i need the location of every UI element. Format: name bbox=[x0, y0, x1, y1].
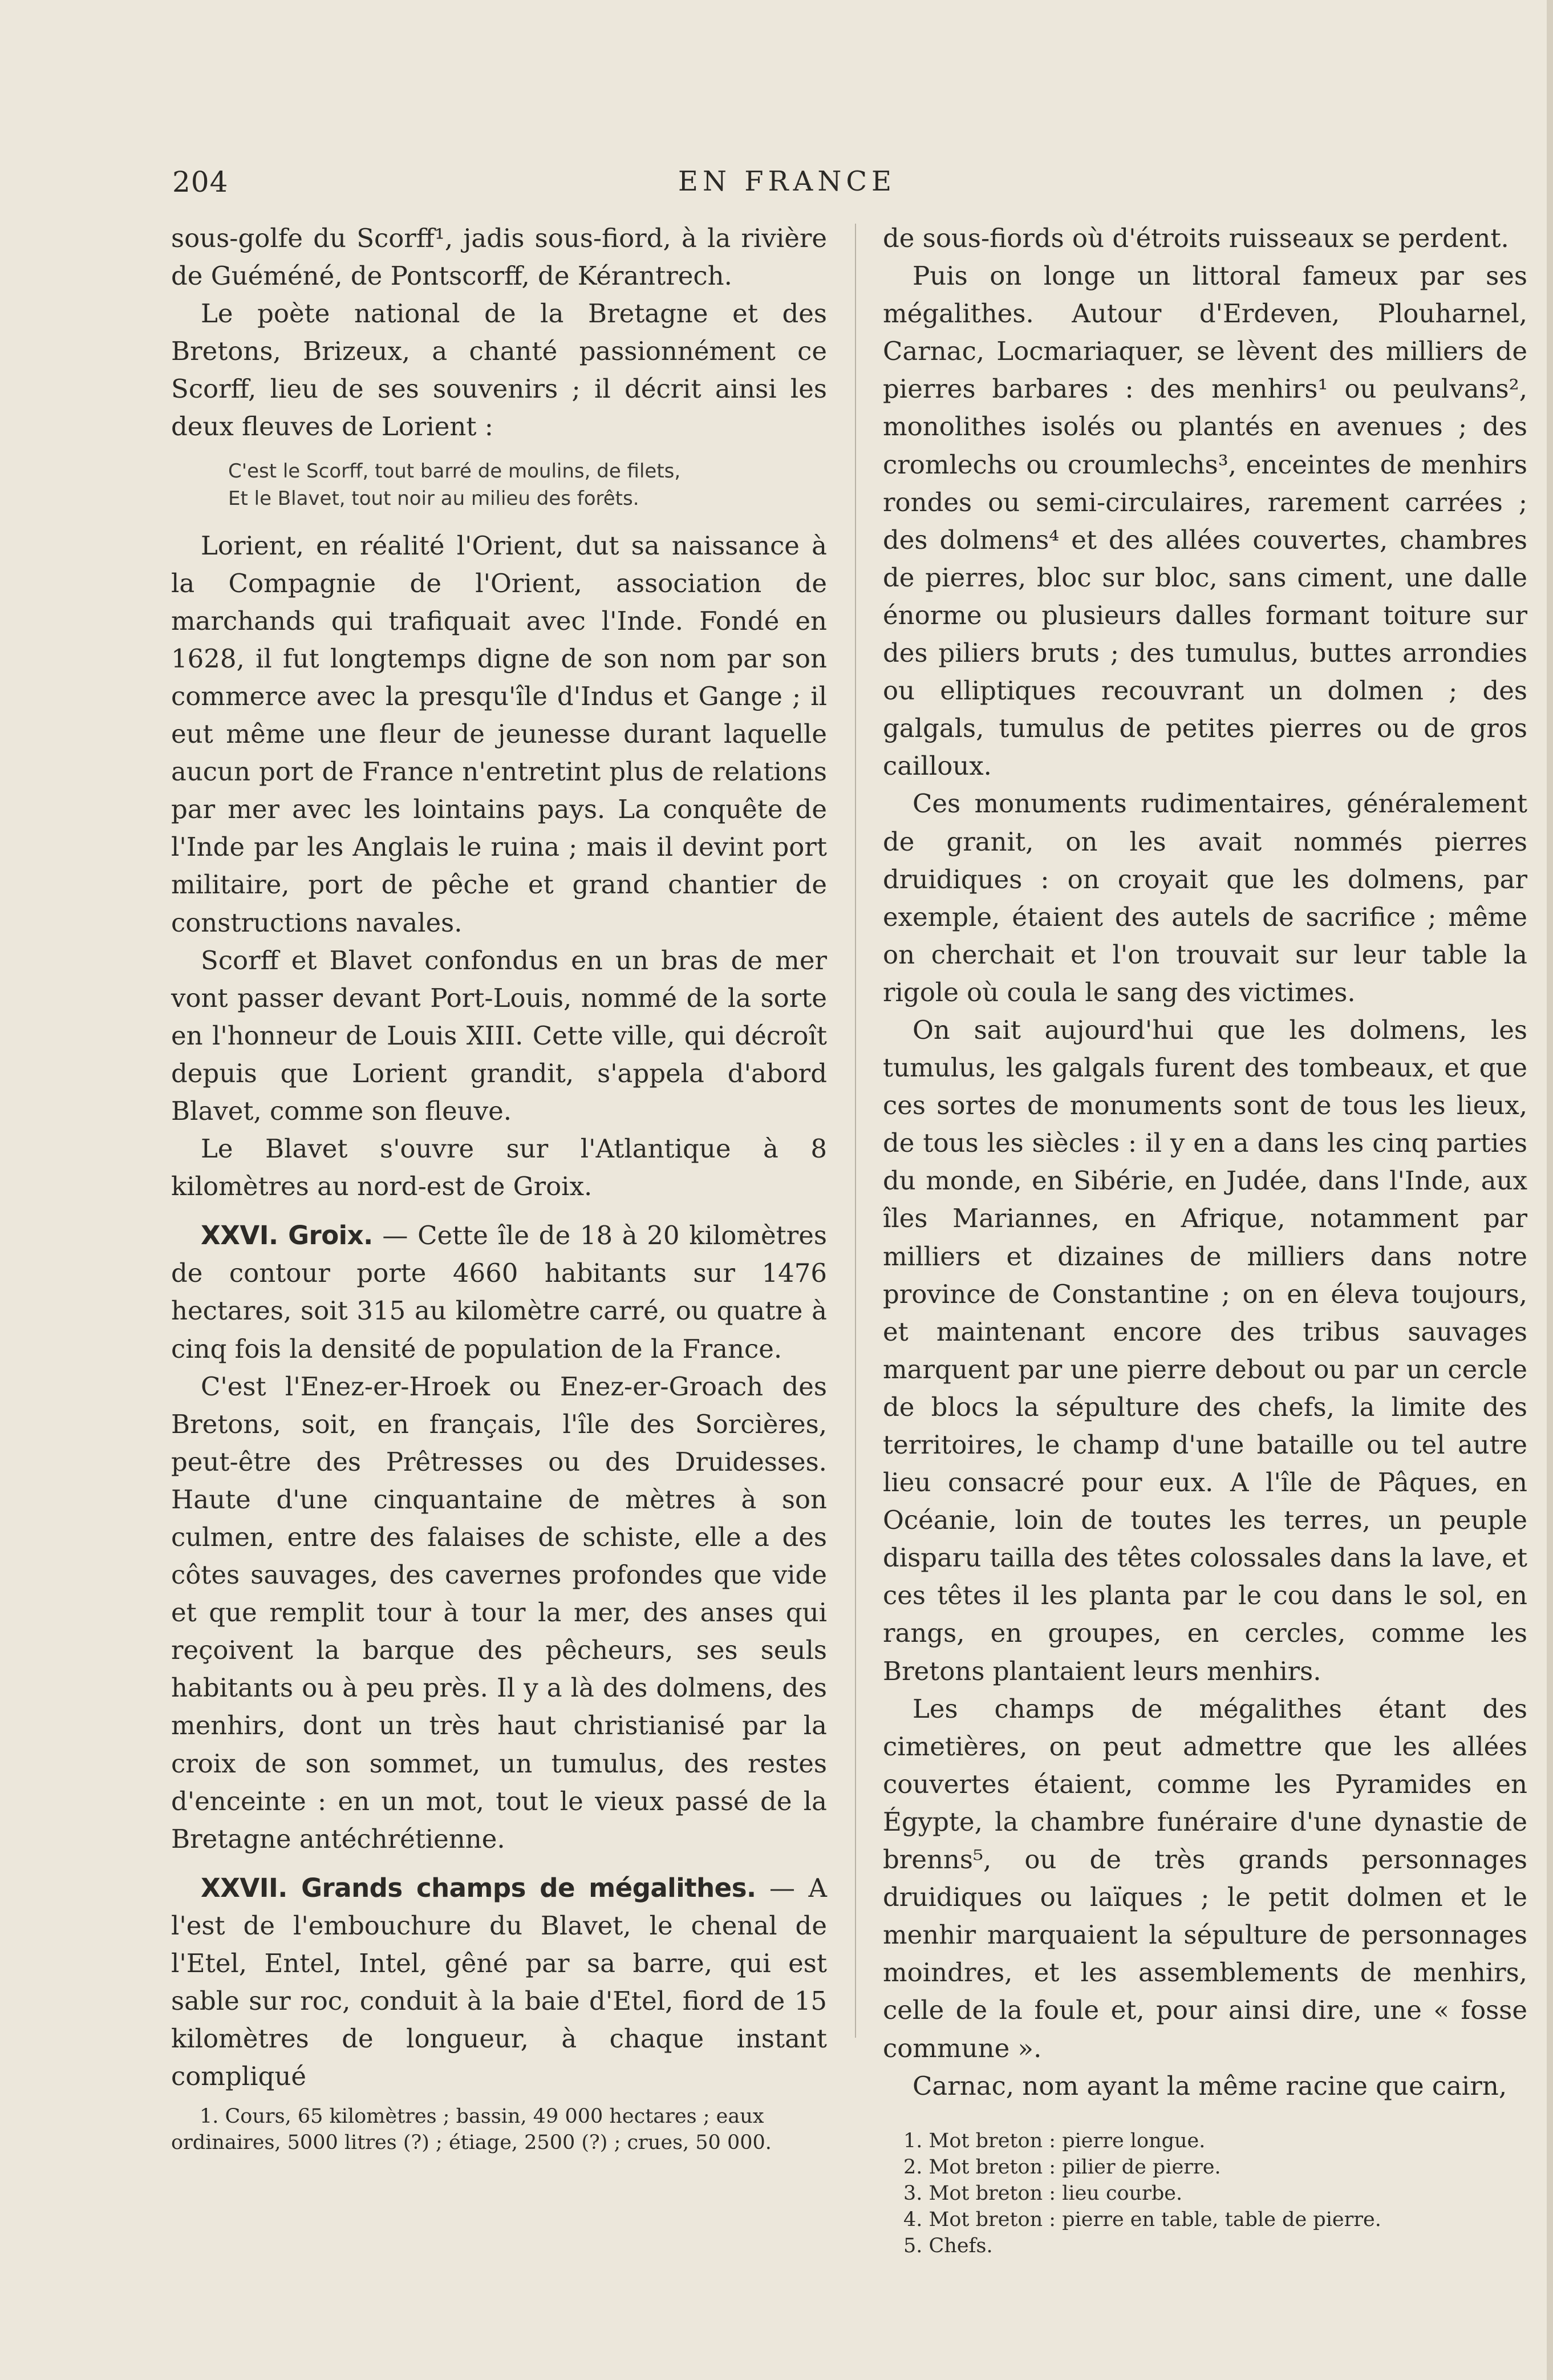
footnote: 1. Mot breton : pierre longue. bbox=[903, 2129, 1206, 2152]
footnote: 4. Mot breton : pierre en table, table de pierre. bbox=[903, 2208, 1381, 2231]
paragraph: Puis on longe un littoral fameux par ses mégalithes. Autour d'Erdeven, Plouharnel, Carnac, Locmariaquer, se lèvent des milliers de pierres barbares : des menhirs¹ ou peulvans², monolithes isolés ou plantés en avenues ; des cromlechs ou croumlechs³, enceintes de menhirs rondes ou semi-circulaires, rarement carrées ; des dolmens⁴ et des allées couvertes, chambres de pierres, bloc sur bloc, sans ciment, une dalle énorme ou plusieurs dalles formant toiture sur des piliers bruts ; des tumulus, buttes arrondies ou elliptiques recouvrant un dolmen ; des galgals, tumulus de petites pierres ou de gros cailloux. bbox=[883, 261, 1527, 782]
page-edge bbox=[1547, 0, 1553, 2380]
paragraph: Le Blavet s'ouvre sur l'Atlantique à 8 kilomètres au nord-est de Groix. bbox=[171, 1134, 827, 1202]
paragraph: Scorff et Blavet confondus en un bras de mer vont passer devant Port-Louis, nommé de la sorte en l'honneur de Louis XIII. Cette ville, qui décroît depuis que Lorient grandit, s'appela d'abord Blavet, comme son fleuve. bbox=[171, 945, 827, 1126]
verse-line: C'est le Scorff, tout barré de moulins, de filets, bbox=[228, 459, 681, 483]
footnote: 5. Chefs. bbox=[903, 2234, 993, 2257]
section-text: — Cette île de 18 à 20 kilomètres de contour porte 4660 habitants sur 1476 hectares, soit 315 au kilomètre carré, ou quatre à cinq fois la densité de population de la France. bbox=[171, 1220, 828, 1364]
paragraph: C'est l'Enez-er-Hroek ou Enez-er-Groach des Bretons, soit, en français, l'île des Sorcières, peut-être des Prêtresses ou des Druidesses. Haute d'une cinquantaine de mètres à son culmen, entre des falaises de schiste, elle a des côtes sauvages, des cavernes profondes que vide et que remplit tour à tour la mer, des anses qui reçoivent la barque des pêcheurs, ses seuls habitants ou à peu près. Il y a là des dolmens, des menhirs, dont un très haut christianisé par la croix de son sommet, un tumulus, des restes d'enceinte : en un mot, tout le vieux passé de la Bretagne antéchrétienne. bbox=[171, 1371, 827, 1854]
footnote: 3. Mot breton : lieu courbe. bbox=[903, 2181, 1183, 2205]
paragraph: Lorient, en réalité l'Orient, dut sa naissance à la Compagnie de l'Orient, association de marchands qui trafiquait avec l'Inde. Fondé en 1628, il fut longtemps digne de son nom par son commerce avec la presqu'île d'Indus et Gange ; il eut même une fleur de jeunesse durant laquelle aucun port de France n'entretint plus de relations par mer avec les lointains pays. La conquête de l'Inde par les Anglais le ruina ; mais il devint port militaire, port de pêche et grand chantier de constructions navales. bbox=[171, 530, 827, 938]
paragraph: de sous-fiords où d'étroits ruisseaux se perdent. bbox=[883, 223, 1509, 253]
paragraph: On sait aujourd'hui que les dolmens, les tumulus, les galgals furent des tombeaux, et que ces sortes de monuments sont de tous les lieux, de tous les siècles : il y en a dans les cinq parties du monde, en Sibérie, en Judée, dans l'Inde, aux îles Mariannes, en Afrique, notamment par milliers et dizaines de milliers dans notre province de Constantine ; on en éleva toujours, et maintenant encore des tribus sauvages marquent par une pierre debout ou par un cercle de blocs la sépulture des chefs, la limite des territoires, le champ d'une bataille ou tel autre lieu consacré pour eux. A l'île de Pâques, en Océanie, loin de toutes les terres, un peuple disparu tailla des têtes colossales dans la lave, et ces têtes il les planta par le cou dans le sol, en rangs, en groupes, en cercles, comme les Bretons plantaient leurs menhirs. bbox=[883, 1014, 1527, 1686]
footnote: 1. Cours, 65 kilomètres ; bassin, 49 000 hectares ; eaux ordinaires, 5000 litres (?) ; étiage, 2500 (?) ; crues, 50 000. bbox=[171, 2105, 772, 2155]
section-text: — A l'est de l'embouchure du Blavet, le chenal de l'Etel, Entel, Intel, gêné par sa barre, qui est sable sur roc, conduit à la baie d'Etel, fiord de 15 kilomètres de longueur, à chaque instant compliqué bbox=[171, 1872, 827, 2092]
verse-line: Et le Blavet, tout noir au milieu des forêts. bbox=[228, 487, 639, 510]
page-number: 204 bbox=[172, 165, 229, 199]
right-column bbox=[883, 220, 1527, 2259]
section-heading: XXVI. Groix. bbox=[201, 1220, 373, 1251]
section-26 bbox=[171, 1217, 827, 1367]
running-title: EN FRANCE bbox=[678, 165, 897, 197]
section-heading: XXVII. Grands champs de mégalithes. bbox=[201, 1872, 756, 1903]
section-27 bbox=[171, 1869, 827, 2096]
column-divider bbox=[855, 224, 856, 2038]
paragraph: Carnac, nom ayant la même racine que cairn, bbox=[913, 2070, 1507, 2101]
footnote: 2. Mot breton : pilier de pierre. bbox=[903, 2155, 1221, 2179]
left-column bbox=[171, 220, 827, 2156]
paragraph: sous-golfe du Scorff¹, jadis sous-fiord, à la rivière de Guéméné, de Pontscorff, de Kérantrech. bbox=[171, 223, 827, 292]
footnotes bbox=[883, 2128, 1527, 2259]
paragraph: Ces monuments rudimentaires, généralement de granit, on les avait nommés pierres druidiques : on croyait que les dolmens, par exemple, étaient des autels de sacrifice ; même on cherchait et l'on trouvait sur leur table la rigole où coula le sang des victimes. bbox=[883, 788, 1527, 1007]
verse-quote bbox=[228, 458, 827, 512]
paragraph: Le poète national de la Bretagne et des Bretons, Brizeux, a chanté passionnément ce Scorff, lieu de ses souvenirs ; il décrit ainsi les deux fleuves de Lorient : bbox=[171, 298, 827, 442]
running-header bbox=[165, 165, 1409, 205]
paragraph: Les champs de mégalithes étant des cimetières, on peut admettre que les allées couvertes étaient, comme les Pyramides en Égypte, la chambre funéraire d'une dynastie de brenns⁵, ou de très grands personnages druidiques ou laïques ; le petit dolmen et le menhir marquaient la sépulture de personnages moindres, et les assemblements de menhirs, celle de la foule et, pour ainsi dire, une « fosse commune ». bbox=[883, 1693, 1527, 2063]
